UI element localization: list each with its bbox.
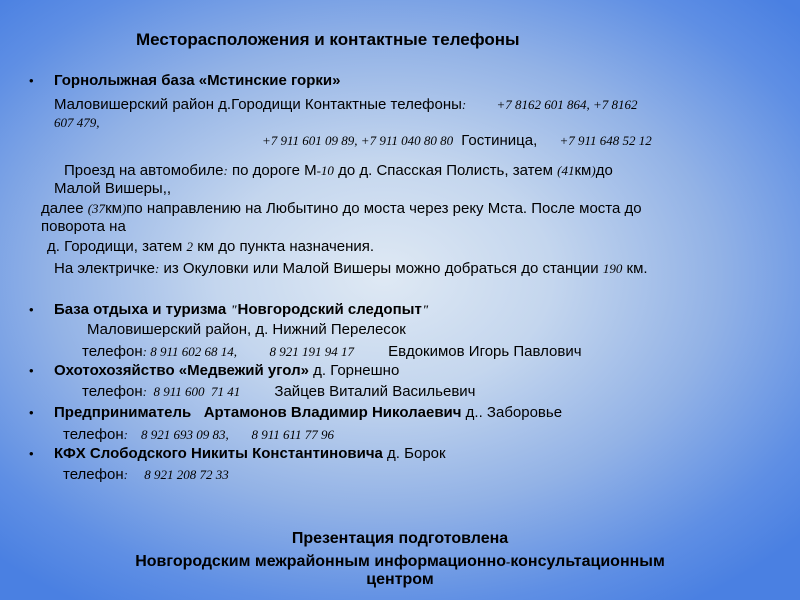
- s1-drive-km: км: [574, 162, 592, 179]
- s1-gorodischi: д. Городищи, затем: [47, 238, 183, 255]
- s3-phones: : 8 911 600 71 41: [142, 384, 241, 399]
- s1-train-label: На электричке: [54, 260, 155, 277]
- s3-phone-label: телефон: [82, 383, 143, 400]
- s4-phone-label: телефон: [63, 426, 124, 443]
- s1-line9: [54, 260, 648, 278]
- s2-quote-close: ": [421, 302, 430, 317]
- s1-location: Маловишерский район д.Городищи Контактные телефоны: [54, 96, 462, 113]
- s5-phone-line: [63, 466, 229, 484]
- s1-drive-road-num: -10: [316, 163, 334, 178]
- s4-phone-line: [63, 426, 334, 444]
- s2-location: Маловишерский район, д. Нижний Перелесок: [87, 321, 406, 338]
- s3-contact: Зайцев Виталий Васильевич: [274, 383, 476, 400]
- slide-title: Месторасположения и контактные телефоны: [136, 30, 520, 49]
- s1-colon: :: [461, 97, 467, 112]
- s5-name: КФХ Слободского Никиты Константиновича: [54, 445, 383, 462]
- s1-drive-paren: ): [591, 163, 596, 178]
- bullet-3: •: [29, 363, 34, 378]
- footer-line-2a: Новгородским межрайонным информационно: [135, 553, 507, 570]
- s1-name: Горнолыжная база «Мстинские горки»: [54, 72, 341, 89]
- s2-phone-label: телефон: [82, 343, 143, 360]
- bullet-4: •: [29, 405, 34, 420]
- s1-gorodischi-text: км до пункта назначения.: [197, 238, 375, 255]
- s1-train-text: из Окуловки или Малой Вишеры можно добраться до станции: [163, 260, 599, 277]
- s1-further-text: по направлению на Любытино до моста через реку Мста. После моста до: [126, 200, 642, 217]
- s5-phone-label: телефон: [63, 466, 124, 483]
- s4-name-line: [54, 404, 562, 422]
- s5-phones: : 8 921 208 72 33: [123, 467, 229, 482]
- s1-drive-label: Проезд на автомобиле: [64, 162, 224, 179]
- footer-dash: -: [506, 554, 511, 569]
- s1-drive-dist: (41: [557, 163, 575, 178]
- s5-name-line: [54, 445, 446, 463]
- s1-hotel-phone: +7 911 648 52 12: [559, 133, 652, 148]
- s2-name-b: Новгородский следопыт: [237, 301, 422, 318]
- s1-train-km: км.: [626, 260, 648, 277]
- s1-line1: [54, 96, 637, 114]
- s5-location: д. Борок: [387, 445, 446, 462]
- s1-further-dist: (37: [87, 201, 106, 216]
- s1-drive-text: до д. Спасская Полисть, затем: [338, 162, 553, 179]
- s1-line6: [41, 200, 642, 218]
- footer-line-3: центром: [366, 571, 434, 588]
- s3-name: Охотохозяйство «Медвежий угол»: [54, 362, 309, 379]
- s2-name: [54, 301, 429, 319]
- bullet-1: •: [29, 73, 34, 88]
- footer-line-2b: консультационным: [510, 553, 665, 570]
- s1-line3: [262, 132, 652, 150]
- s1-further-km: км: [105, 200, 122, 217]
- s1-further: далее: [41, 200, 84, 217]
- s4-location: д.. Заборовье: [465, 404, 563, 421]
- bullet-5: •: [29, 446, 34, 461]
- s1-line4: [64, 162, 613, 180]
- s3-location: д. Горнешно: [313, 362, 400, 379]
- s2-phone-line: [82, 343, 582, 361]
- s2-quote-open: ": [230, 302, 238, 317]
- s2-phones: : 8 911 602 68 14, 8 921 191 94 17: [142, 344, 354, 359]
- s1-gorodischi-num: 2: [186, 239, 194, 254]
- s1-phones-b: +7 911 601 09 89, +7 911 040 80 80: [262, 133, 454, 148]
- s3-name-line: [54, 362, 399, 380]
- s4-name: Предприниматель Артамонов Владимир Николаевич: [54, 404, 462, 421]
- s1-drive-to: до: [595, 162, 613, 179]
- s2-name-a: База отдыха и туризма: [54, 301, 227, 318]
- s1-line2: 607 479,: [54, 115, 100, 130]
- s1-further-paren: ): [121, 201, 127, 216]
- s1-drive-colon: :: [223, 163, 228, 178]
- s4-phones: : 8 921 693 09 83, 8 911 611 77 96: [123, 427, 335, 442]
- s1-drive-road-text: по дороге М: [232, 162, 317, 179]
- s1-train-colon: :: [154, 261, 160, 276]
- s3-phone-line: [82, 383, 476, 401]
- s2-contact: Евдокимов Игорь Павлович: [388, 343, 582, 360]
- s1-line7: поворота на: [41, 218, 126, 235]
- footer-line-1: Презентация подготовлена: [291, 530, 509, 547]
- s1-train-num: 190: [602, 261, 623, 276]
- s1-line8: [47, 238, 374, 256]
- footer-line-2: [0, 553, 800, 571]
- s1-line5: Малой Вишеры,,: [54, 180, 172, 197]
- s1-phones-a: +7 8162 601 864, +7 8162: [496, 97, 638, 112]
- bullet-2: •: [29, 302, 34, 317]
- s1-hotel-label: Гостиница,: [461, 132, 538, 149]
